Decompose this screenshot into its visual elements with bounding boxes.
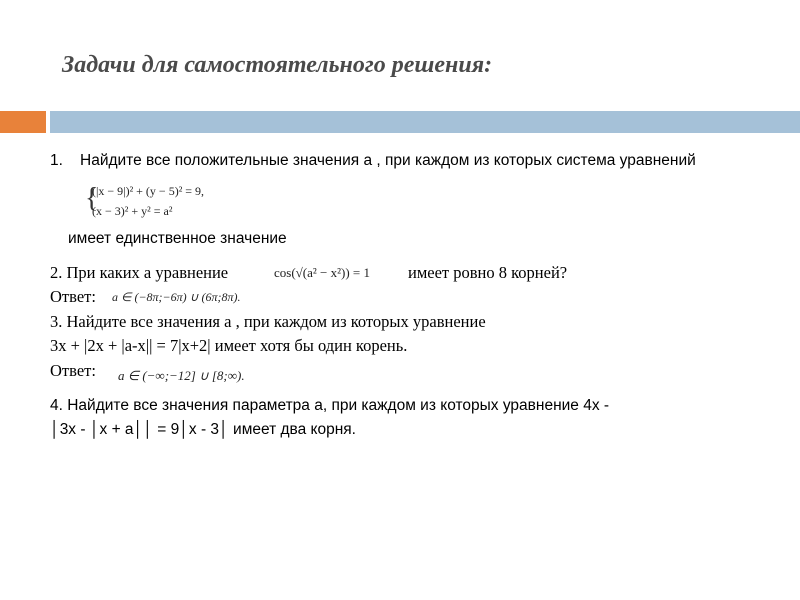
task1-tail: имеет единственное значение: [68, 230, 287, 247]
task1-text: Найдите все положительные значения а , при каждом из которых система уравнений: [80, 152, 696, 169]
system-brace: {: [85, 183, 99, 214]
task3-answer-label: Ответ:: [50, 361, 96, 380]
accent-bar-blue: [50, 111, 800, 133]
task2-answer-value: a ∈ (−8π;−6π) ∪ (6π;8π).: [112, 290, 241, 304]
task2-text-after: имеет ровно 8 корней?: [408, 263, 568, 282]
task3-answer-value: a ∈ (−∞;−12] ∪ [8;∞).: [118, 368, 245, 383]
accent-bar-orange: [0, 111, 46, 133]
task1-system-line1: (|x − 9|)² + (y − 5)² = 9,: [92, 184, 205, 198]
task2-answer-label: Ответ:: [50, 287, 96, 306]
task1-number: 1.: [50, 152, 63, 169]
task3-text: 3. Найдите все значения а , при каждом из которых уравнение: [50, 312, 486, 331]
task3-equation: 3x + |2x + |a-x|| = 7|x+2| имеет хотя бы один корень.: [50, 336, 408, 355]
task2-formula: cos(√(a² − x²)) = 1: [274, 265, 371, 280]
task2-text: 2. При каких а уравнение: [50, 263, 229, 282]
task1-system-line2: (x − 3)² + y² = a²: [92, 204, 173, 218]
task4-line1: 4. Найдите все значения параметра а, при каждом из которых уравнение 4х -: [50, 397, 610, 414]
page-title: Задачи для самостоятельного решения:: [62, 52, 493, 78]
task4-line2: │3х - │х + а││ = 9│х - 3│ имеет два корня.: [50, 421, 356, 438]
